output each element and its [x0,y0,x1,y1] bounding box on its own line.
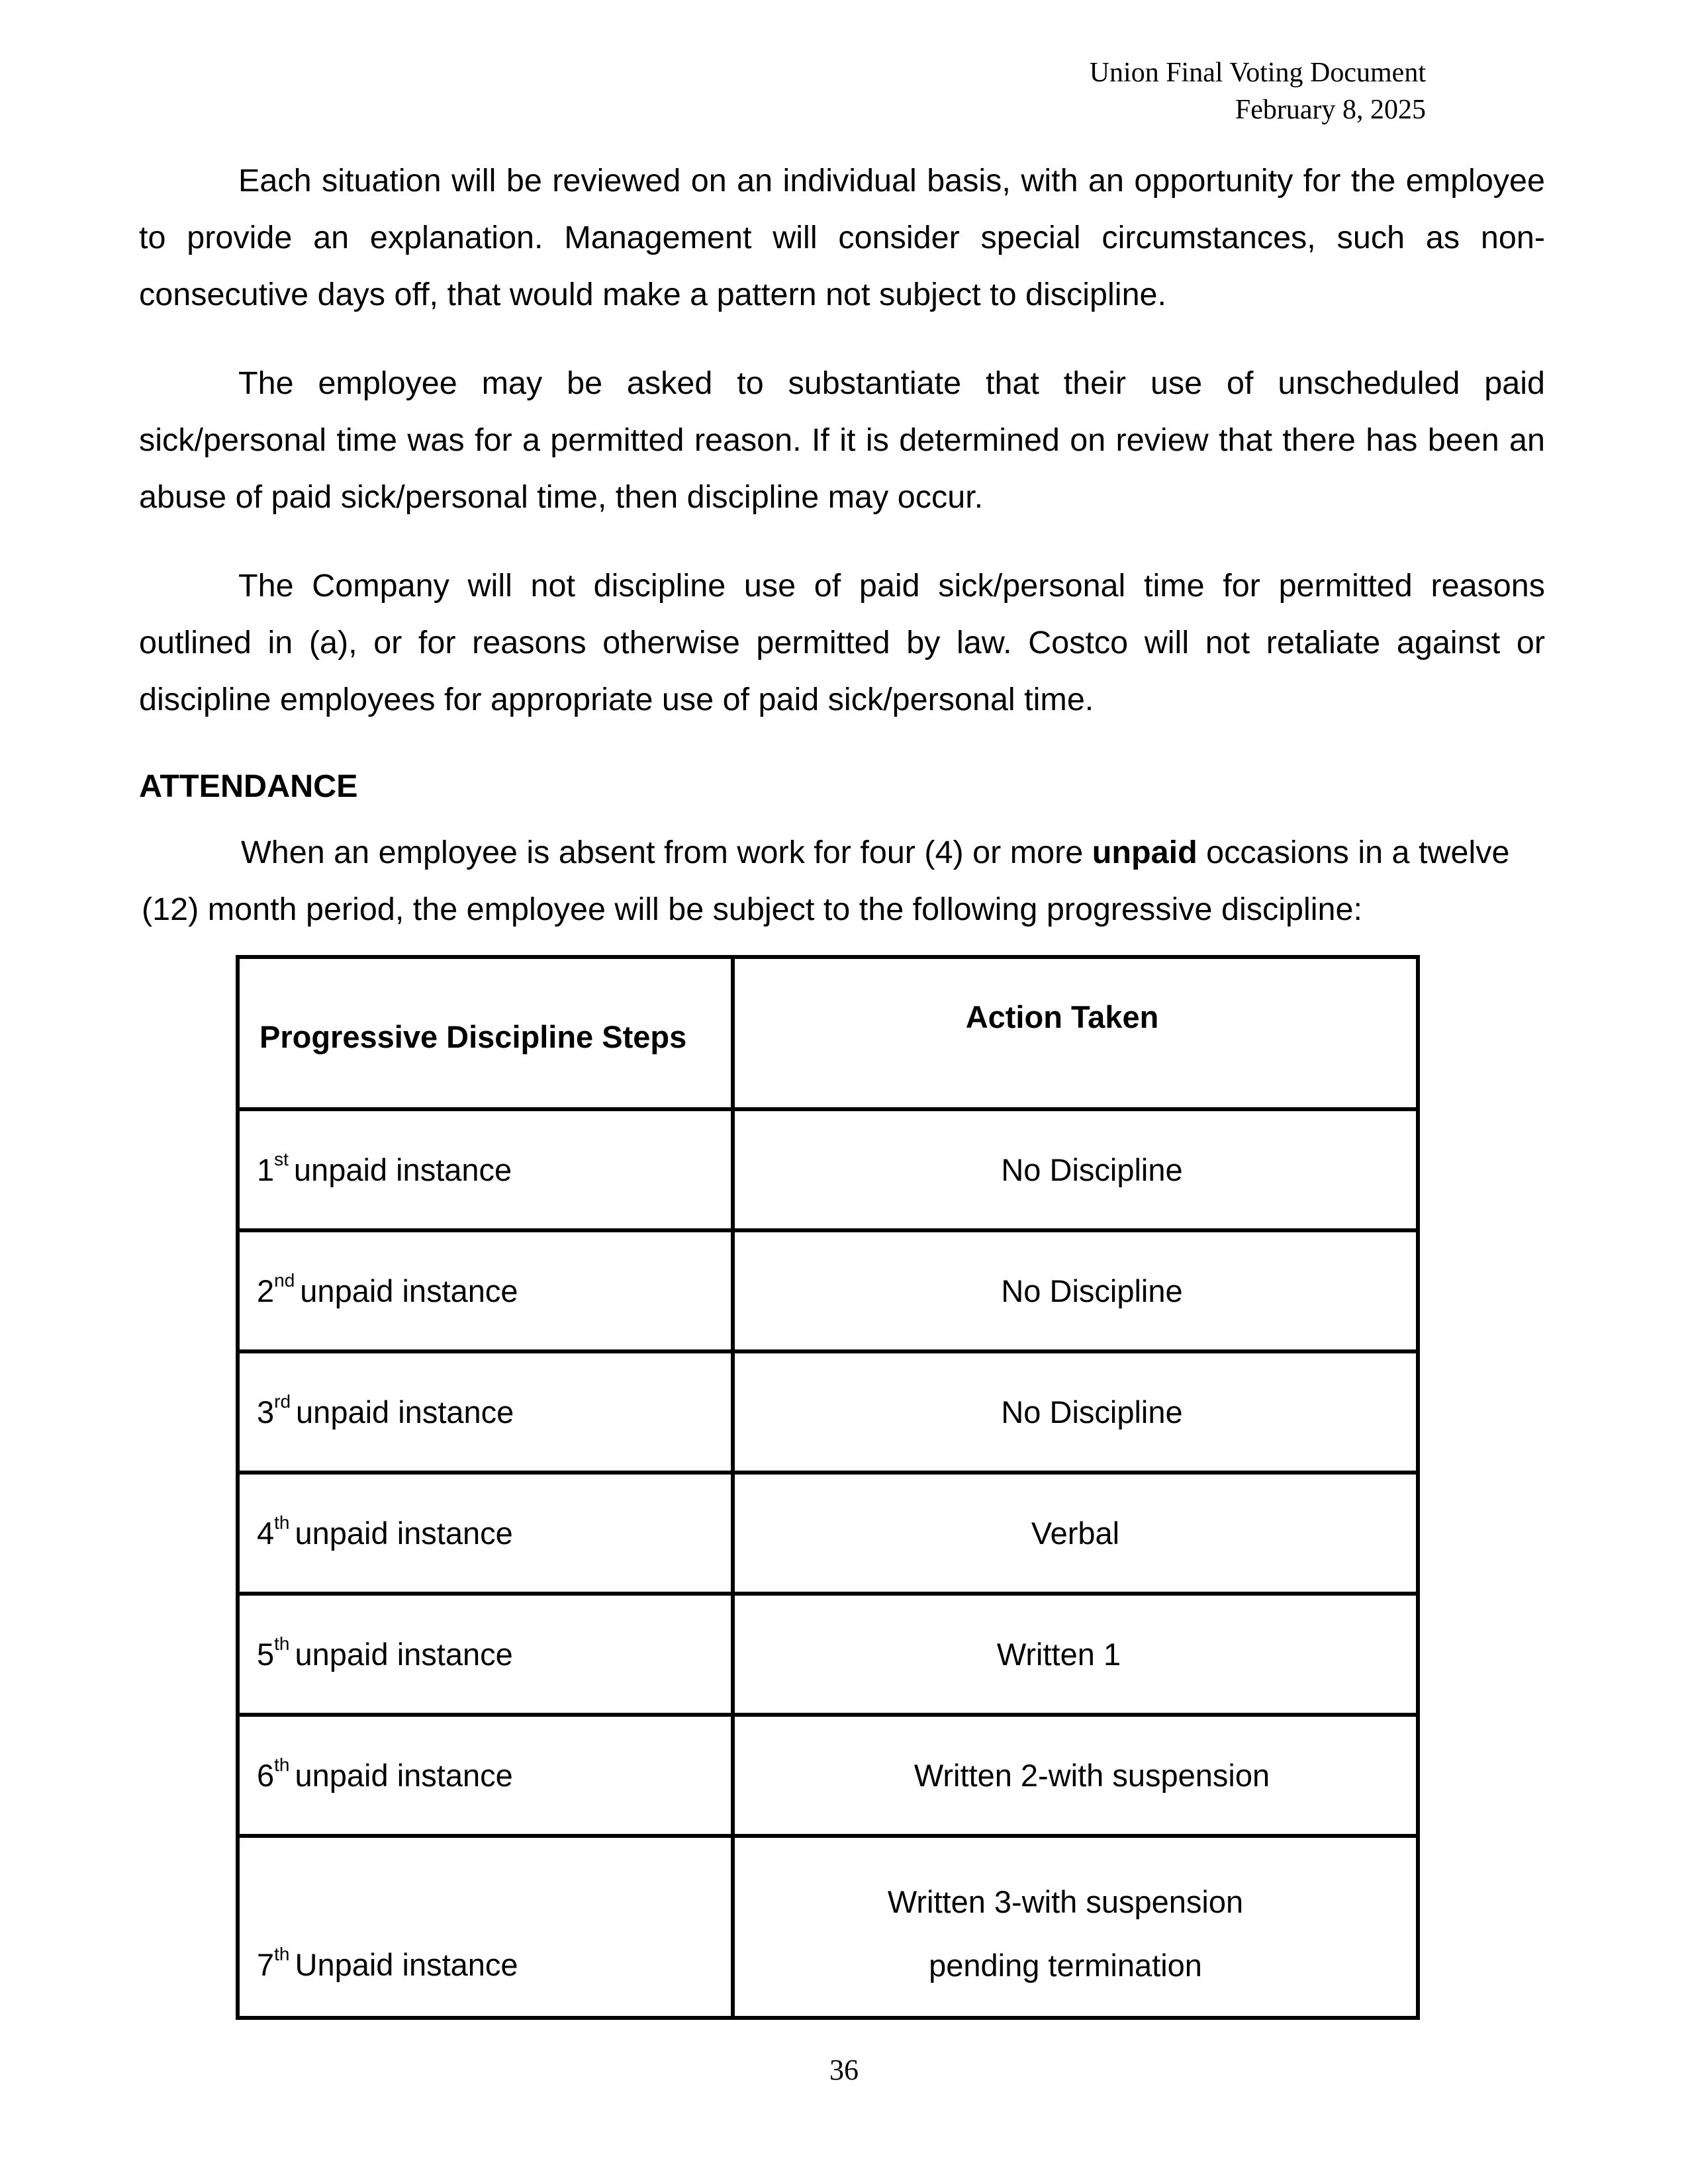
document-header [1090,54,1426,128]
action-cell [733,1836,1418,2018]
step-label: unpaid instance [293,1152,512,1187]
step-number: 7 [257,1947,275,1982]
step-ordinal-suffix: th [274,1512,290,1533]
step-ordinal-suffix: st [274,1149,289,1170]
step-number: 4 [257,1516,275,1551]
step-ordinal-suffix: rd [274,1391,291,1412]
step-cell [238,1230,733,1351]
action-cell: No Discipline [733,1109,1418,1230]
table-row [238,1230,1418,1351]
step-ordinal-suffix: th [274,1754,290,1776]
step-cell [238,1351,733,1473]
intro-text-bold: unpaid [1092,835,1197,870]
step-cell [238,1715,733,1836]
step-number: 2 [257,1273,275,1308]
header-date: February 8, 2025 [1235,95,1426,125]
header-title: Union Final Voting Document [1089,58,1426,88]
step-number: 1 [257,1152,275,1187]
table-header-row [238,957,1418,1109]
paragraph-individual-review: Each situation will be reviewed on an individual basis, with an opportunity for the employee to provide an explanation. Management will consider special circumstances, such as non-consecutive days off, that would make a pattern not subject to discipline. [139,163,1545,312]
step-ordinal-suffix: th [274,1944,290,1965]
step-label: unpaid instance [300,1273,518,1308]
step-cell [238,1836,733,2018]
table-row [238,1836,1418,2018]
column-header-action: Action Taken [733,957,1418,1109]
action-cell: No Discipline [733,1351,1418,1473]
page-number: 36 [829,2054,859,2086]
intro-text-after: occasions in a twelve (12) month period, the employee will be subject to the following progressive discipline: [142,835,1510,927]
step-cell [238,1594,733,1715]
step-label: unpaid instance [296,1394,514,1430]
paragraph-attendance-intro [142,824,1544,938]
step-ordinal-suffix: nd [274,1270,295,1291]
action-cell: Written 1 [733,1594,1418,1715]
step-label: unpaid instance [295,1637,513,1672]
step-number: 5 [257,1637,275,1672]
step-label: unpaid instance [295,1758,513,1793]
step-number: 3 [257,1394,275,1430]
intro-text-before: When an employee is absent from work for four (4) or more [241,835,1092,870]
action-cell: Verbal [733,1473,1418,1594]
step-ordinal-suffix: th [274,1633,290,1655]
action-cell: No Discipline [733,1230,1418,1351]
column-header-steps: Progressive Discipline Steps [238,957,733,1109]
paragraph-substantiation: The employee may be asked to substantiate that their use of unscheduled paid sick/personal time was for a permitted reason. If it is determined on review that there has been an abuse of paid sick/personal time, then discipline may occur. [139,365,1545,515]
table-row [238,1594,1418,1715]
table-row [238,1715,1418,1836]
table-row [238,1351,1418,1473]
section-heading-attendance: ATTENDANCE [139,768,358,804]
action-line-2: pending termination [929,1947,1202,1983]
step-label: unpaid instance [295,1516,513,1551]
paragraph-no-retaliation: The Company will not discipline use of paid sick/personal time for permitted reasons outlined in (a), or for reasons otherwise permitted by law. Costco will not retaliate against or discipline employees for appropriate use of paid sick/personal time. [139,568,1545,717]
table-row [238,1473,1418,1594]
step-label: Unpaid instance [295,1947,518,1982]
progressive-discipline-table [236,955,1420,2020]
step-number: 6 [257,1758,275,1793]
table-row [238,1109,1418,1230]
step-cell [238,1473,733,1594]
step-cell [238,1109,733,1230]
action-cell: Written 2-with suspension [733,1715,1418,1836]
action-line-1: Written 3-with suspension [887,1884,1244,1919]
